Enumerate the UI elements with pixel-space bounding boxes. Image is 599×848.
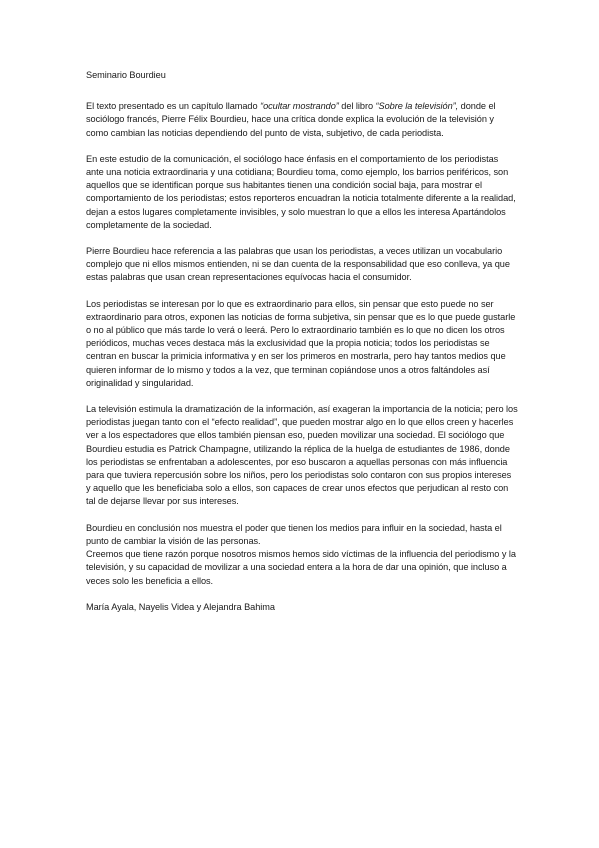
paragraph-study: En este estudio de la comunicación, el sociólogo hace énfasis en el comportamiento de los periodistas ante una noticia extraordinaria y una cotidiana; Bourdieu toma, como ejemplo, los barrios periféricos, son aquellos que se identifican porque sus habitantes tienen una condición social baja, para mostrar el comportamiento de los periodistas; estos reporteros encuadran la noticia totalmente diferente a la realidad, dejan a estos lugares completamente invisibles, y solo muestran lo que a ellos les interesa Apartándolos completamente de la sociedad.: [86, 153, 516, 230]
book-title: “Sobre la televisión”,: [375, 101, 459, 112]
intro-text-post: donde el sociólogo francés, Pierre Félix Bourdieu, hace una crítica donde explica la evolución de la televisión y como cambian las noticias dependiendo del punto de vista, subjetivo, de cada periodista.: [86, 101, 496, 138]
intro-text-pre: El texto presentado es un capítulo llamado: [86, 101, 261, 112]
document-title: Seminario Bourdieu: [86, 70, 166, 80]
paragraph-opinion: Creemos que tiene razón porque nosotros mismos hemos sido víctimas de la influencia del periodismo y la televisión, y su capacidad de movilizar a una sociedad entera a la hora de dar una opinión, que incluso a veces solo les beneficia a ellos.: [86, 549, 516, 586]
document-page: [86, 69, 518, 614]
chapter-title: “ocultar mostrando”: [260, 101, 339, 112]
paragraph-extraordinary: Los periodistas se interesan por lo que es extraordinario para ellos, sin pensar que esto puede no ser extraordinario para otros, exponen las noticias de forma subjetiva, sin pensar que es lo que puede gustarle o no al público que más tarde lo verá o leerá. Pero lo extraordinario también es lo que no dicen los otros periódicos, muchas veces destaca más la exclusividad que la propia noticia; todos los periodistas se centran en buscar la primicia informativa y en ser los primeros en mostrarla, pero hay tantos medios que quieren informar de lo mismo y todos a la vez, que terminan copiándose unos a otros faltándoles así originalidad y singularidad.: [86, 298, 516, 388]
intro-text-mid: del libro: [338, 101, 376, 112]
paragraph-vocabulary: Pierre Bourdieu hace referencia a las palabras que usan los periodistas, a veces utilizan un vocabulario complejo que ni ellos mismos entienden, ni se dan cuenta de la responsabilidad que eso conlleva, ya que estas palabras que usan crean representaciones equívocas hacia el consumidor.: [86, 246, 510, 283]
paragraph-intro: [86, 100, 518, 140]
paragraph-dramatization: La televisión estimula la dramatización de la información, así exageran la importancia de la noticia; pero los periodistas juegan tanto con el “efecto realidad”, que pueden mostrar algo en lo que ellos creen y hacerles ver a los espectadores que ellos también piensan eso, pueden movilizar una sociedad. El sociólogo que Bourdieu estudia es Patrick Champagne, utilizando la réplica de la huelga de estudiantes de 1986, donde los periodistas se enfrentaban a adolescentes, por eso buscaron a aquellas personas con más influencia para que tuviera repercusión sobre los niños, pero los periodistas solo contaron con sus propios intereses y aquello que les beneficiaba solo a ellos, son capaces de crear unos efectos que perjudican al resto con tal de dejarse llevar por sus intereses.: [86, 404, 518, 507]
paragraph-conclusion: Bourdieu en conclusión nos muestra el poder que tienen los medios para influir en la sociedad, hasta el punto de cambiar la visión de las personas.: [86, 522, 502, 546]
authors-signature: María Ayala, Nayelis Videa y Alejandra Bahima: [86, 601, 275, 612]
